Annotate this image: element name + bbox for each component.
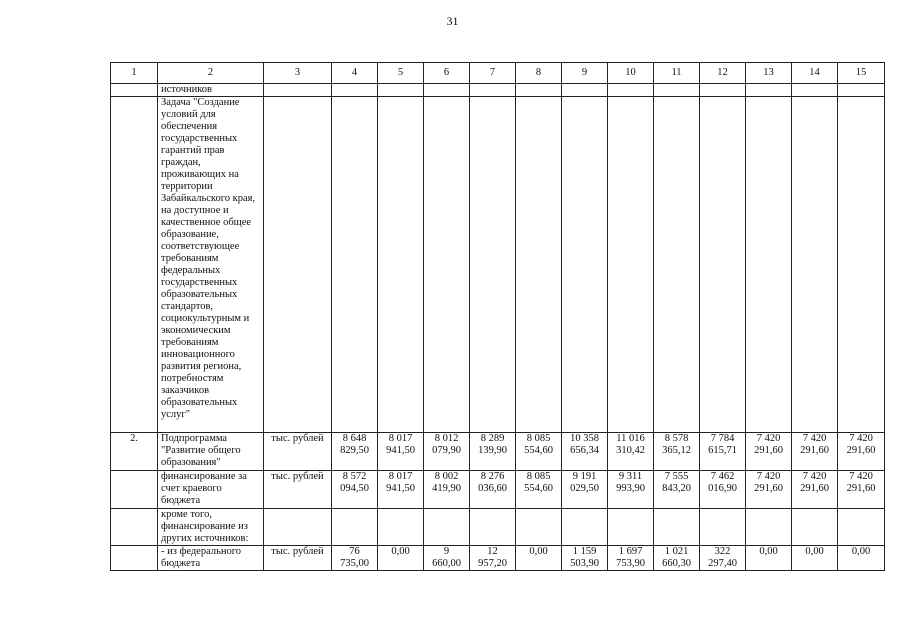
row-description: финансирование за счет краевого бюджета [158,471,264,509]
value-cell [792,433,838,471]
value-part: 829,50 [340,445,369,456]
value-cell [746,433,792,471]
value-cell [746,546,792,571]
value-part: 291,60 [846,483,876,494]
value-cell [470,471,516,509]
value-part: 1 697 [618,546,643,557]
table-row [111,471,885,509]
value-cell [516,509,562,546]
col-header: 4 [332,63,378,84]
value-part: 656,34 [570,445,599,456]
value-cell [516,433,562,471]
value-part: 322 [714,546,731,557]
value-part: 8 017 [388,433,413,444]
value-part: 843,20 [662,483,691,494]
value-cell [562,97,608,433]
value-cell [562,509,608,546]
value-cell [700,84,746,97]
value-cell [378,546,424,571]
value-part: 079,90 [432,445,461,456]
value-part: 0,00 [759,546,778,557]
value-part: 7 420 [756,433,781,444]
col-header: 11 [654,63,700,84]
row-index: 2. [111,433,158,471]
value-part: 291,60 [846,445,876,456]
col-header: 14 [792,63,838,84]
value-part: 660,30 [662,558,691,569]
value-cell [424,546,470,571]
value-part: 941,50 [386,445,415,456]
value-part: 291,60 [800,445,829,456]
value-part: 0,00 [391,546,410,557]
value-part: 7 784 [710,433,735,444]
col-header: 9 [562,63,608,84]
row-index [111,471,158,509]
value-cell [332,84,378,97]
value-part: 554,60 [524,483,553,494]
row-index [111,509,158,546]
value-part: 753,90 [616,558,645,569]
row-unit [264,97,332,433]
value-cell [378,433,424,471]
value-part: 365,12 [662,445,691,456]
value-part: 1 159 [572,546,597,557]
value-part: 016,90 [708,483,737,494]
col-header: 5 [378,63,424,84]
value-part: 8 648 [342,433,367,444]
row-description: Подпрограмма "Развитие общего образования" [158,433,264,471]
value-cell [608,433,654,471]
col-header: 6 [424,63,470,84]
row-description: источников [158,84,264,97]
table-row [111,84,885,97]
value-part: 8 012 [434,433,459,444]
value-cell [470,509,516,546]
value-cell [746,509,792,546]
value-cell [562,433,608,471]
value-part: 10 358 [570,433,599,444]
header-row [111,63,885,84]
value-part: 8 017 [388,471,413,482]
value-cell [562,546,608,571]
col-header: 7 [470,63,516,84]
value-part: 8 276 [480,471,505,482]
value-part: 1 021 [664,546,689,557]
value-cell [608,97,654,433]
value-cell [700,509,746,546]
value-part: 7 420 [849,433,873,444]
value-part: 8 289 [480,433,505,444]
value-cell [470,84,516,97]
table-row [111,97,885,433]
value-cell [746,84,792,97]
value-cell [700,471,746,509]
value-cell [608,509,654,546]
value-part: 0,00 [529,546,548,557]
value-part: 7 555 [664,471,689,482]
value-cell [378,97,424,433]
value-part: 291,60 [800,483,829,494]
value-part: 7 462 [710,471,735,482]
value-part: 7 420 [802,471,827,482]
value-part: 957,20 [478,558,507,569]
col-header: 10 [608,63,654,84]
value-part: 12 [487,546,498,557]
row-index [111,546,158,571]
value-part: 419,90 [432,483,461,494]
value-cell [608,84,654,97]
value-cell [654,433,700,471]
row-unit [264,84,332,97]
row-unit [264,509,332,546]
col-header: 3 [264,63,332,84]
value-part: 0,00 [851,546,871,557]
value-cell [332,433,378,471]
value-cell [838,84,885,97]
table-row [111,509,885,546]
col-header: 1 [111,63,158,84]
value-cell [654,509,700,546]
value-part: 8 578 [664,433,689,444]
value-cell [424,433,470,471]
value-part: 554,60 [524,445,553,456]
value-part: 310,42 [616,445,645,456]
value-cell [654,97,700,433]
value-cell [424,471,470,509]
value-part: 0,00 [805,546,824,557]
row-description: - из федерального бюджета [158,546,264,571]
value-part: 7 420 [849,471,873,482]
value-cell [516,546,562,571]
value-part: 993,90 [616,483,645,494]
value-part: 615,71 [708,445,737,456]
row-unit: тыс. рублей [264,471,332,509]
value-cell [838,546,885,571]
value-cell [424,97,470,433]
value-part: 7 420 [756,471,781,482]
value-cell [378,509,424,546]
value-part: 11 016 [616,433,645,444]
value-cell [608,471,654,509]
col-header: 12 [700,63,746,84]
value-cell [562,471,608,509]
value-cell [516,84,562,97]
value-part: 139,90 [478,445,507,456]
value-cell [700,433,746,471]
value-cell [792,471,838,509]
value-cell [424,84,470,97]
value-cell [838,509,885,546]
col-header: 15 [838,63,885,84]
value-cell [516,97,562,433]
value-part: 76 [349,546,360,557]
value-part: 036,60 [478,483,507,494]
value-part: 735,00 [340,558,369,569]
value-part: 7 420 [802,433,827,444]
page-number: 31 [446,14,459,28]
value-cell [654,546,700,571]
value-cell [332,546,378,571]
row-unit: тыс. рублей [264,433,332,471]
value-cell [746,97,792,433]
value-cell [470,433,516,471]
row-description: Задача "Создание условий для обеспечения государственных гарантий прав граждан, проживающих на территории Забайкальского края, на доступное и качественное общее образование, соответствующее требованиям федеральных государственных образовательных стандартов, социокультурным и экономическим требованиям инновационного развития региона, потребностям заказчиков образовательных услуг" [158,97,264,433]
value-cell [838,471,885,509]
value-cell [562,84,608,97]
col-header: 8 [516,63,562,84]
value-cell [792,97,838,433]
value-cell [608,546,654,571]
row-description: кроме того, финансирование из других источников: [158,509,264,546]
value-cell [838,433,885,471]
value-cell [700,546,746,571]
value-cell [654,471,700,509]
value-cell [792,84,838,97]
row-unit: тыс. рублей [264,546,332,571]
value-part: 291,60 [754,445,783,456]
value-cell [332,509,378,546]
value-cell [332,97,378,433]
value-part: 660,00 [432,558,461,569]
col-header: 13 [746,63,792,84]
value-cell [700,97,746,433]
value-cell [424,509,470,546]
value-part: 8 085 [526,433,551,444]
value-cell [516,471,562,509]
value-part: 8 572 [342,471,367,482]
value-part: 029,50 [570,483,599,494]
col-header: 2 [158,63,264,84]
row-index [111,84,158,97]
value-cell [378,84,424,97]
value-part: 8 085 [526,471,551,482]
value-part: 094,50 [340,483,369,494]
value-cell [792,546,838,571]
row-index [111,97,158,433]
value-cell [470,97,516,433]
value-part: 291,60 [754,483,783,494]
value-cell [470,546,516,571]
table-row [111,433,885,471]
budget-table [110,62,885,571]
value-part: 9 [443,546,450,557]
value-part: 8 002 [434,471,459,482]
value-cell [332,471,378,509]
value-part: 9 311 [618,471,643,482]
value-cell [746,471,792,509]
value-part: 503,90 [570,558,599,569]
value-cell [654,84,700,97]
table-row [111,546,885,571]
value-cell [792,509,838,546]
value-part: 9 191 [572,471,597,482]
value-cell [378,471,424,509]
value-part: 941,50 [386,483,415,494]
value-part: 297,40 [708,558,737,569]
value-cell [838,97,885,433]
